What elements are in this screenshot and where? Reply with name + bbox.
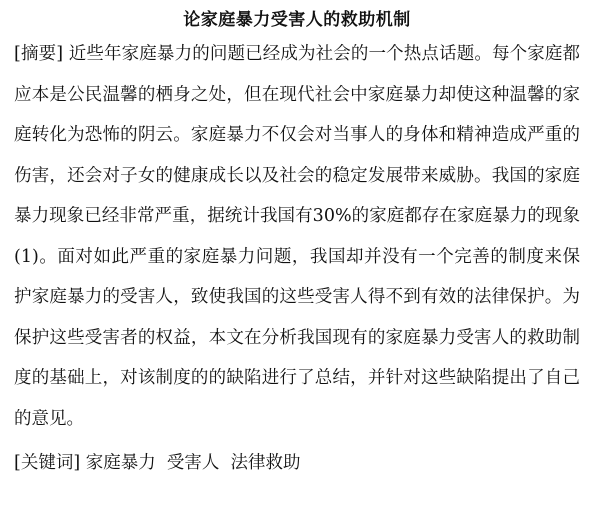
- abstract-label: [摘要]: [14, 44, 64, 64]
- abstract-text: 近些年家庭暴力的问题已经成为社会的一个热点话题。每个家庭都应本是公民温馨的栖身之处，但在现代社会中家庭暴力却使这种温馨的家庭转化为恐怖的阴云。家庭暴力不仅会对当事人的身体和精神造成严重的伤害，还会对子女的健康成长以及社会的稳定发展带来威胁。我国的家庭暴力现象已经非常严重，据统计我国有30%的家庭都存在家庭暴力的现象(1)。面对如此严重的家庭暴力问题，我国却并没有一个完善的制度来保护家庭暴力的受害人，致使我国的这些受害人得不到有效的法律保护。为保护这些受害者的权益，本文在分析我国现有的家庭暴力受害人的救助制度的基础上，对该制度的的缺陷进行了总结，并针对这些缺陷提出了自己的意见。: [14, 44, 580, 429]
- abstract-paragraph: [14, 34, 580, 439]
- document-title: 论家庭暴力受害人的救助机制: [183, 10, 411, 30]
- keywords-text: 家庭暴力 受害人 法律救助: [85, 453, 301, 473]
- keywords-line: [14, 443, 580, 483]
- keywords-label: [关键词]: [14, 453, 81, 473]
- document-page: [14, 8, 580, 483]
